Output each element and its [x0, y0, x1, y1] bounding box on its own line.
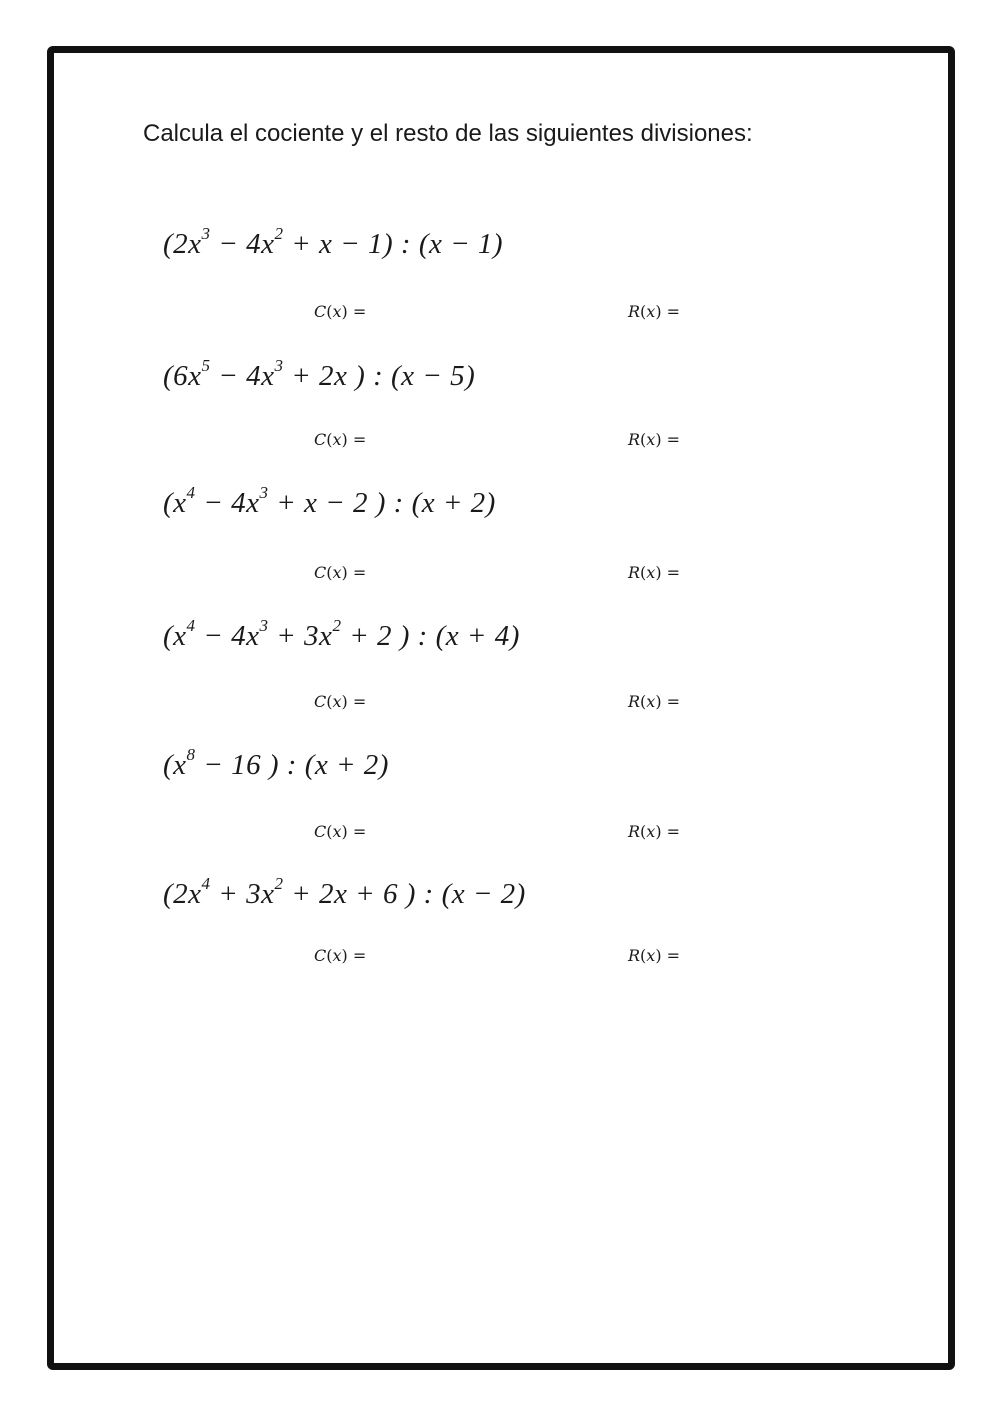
remainder-answer-variable: x [646, 302, 656, 321]
remainder-answer-equals: = [666, 430, 681, 449]
remainder-answer-function: R [628, 946, 641, 965]
quotient-answer-variable: x [332, 692, 342, 711]
remainder-answer-function: R [628, 563, 641, 582]
quotient-answer: C(x) = [314, 692, 367, 711]
remainder-answer-variable: x [646, 946, 656, 965]
dividend-term: (x [163, 487, 187, 519]
remainder-answer-function: R [628, 430, 641, 449]
dividend-term: + 2x + 6 ) [283, 878, 416, 910]
division-sign: : [279, 749, 305, 781]
quotient-answer-equals: = [352, 563, 367, 582]
division-sign: : [393, 228, 419, 260]
exponent: 5 [201, 356, 211, 376]
remainder-answer-equals: = [666, 946, 681, 965]
quotient-answer: C(x) = [314, 430, 367, 449]
quotient-answer-variable: x [332, 430, 342, 449]
quotient-answer: C(x) = [314, 946, 367, 965]
remainder-answer-variable: x [646, 692, 656, 711]
quotient-answer: C(x) = [314, 563, 367, 582]
remainder-answer-equals: = [666, 822, 681, 841]
dividend-term: − 16 ) [195, 749, 280, 781]
division-expression [163, 483, 496, 520]
quotient-answer-equals: = [352, 946, 367, 965]
instruction-text: Calcula el cociente y el resto de las siguientes divisiones: [143, 120, 753, 147]
divisor: (x − 1) [418, 228, 504, 260]
division-expression [163, 745, 389, 782]
divisor: (x + 2) [411, 487, 496, 519]
quotient-answer: C(x) = [314, 302, 367, 321]
quotient-answer: C(x) = [314, 822, 367, 841]
quotient-answer-function: C [314, 946, 327, 965]
dividend-term: + 3x [210, 878, 275, 910]
division-sign: : [365, 360, 392, 392]
exponent: 3 [259, 616, 269, 636]
division-expression [163, 356, 476, 393]
divisor: (x − 5) [391, 360, 476, 392]
exponent: 3 [201, 224, 211, 244]
quotient-answer-function: C [314, 302, 327, 321]
dividend-term: (2x [163, 878, 202, 910]
remainder-answer-equals: = [666, 302, 681, 321]
dividend-term: (2x [163, 228, 202, 260]
dividend-term: − 4x [195, 487, 260, 519]
dividend-term: (x [163, 620, 187, 652]
exponent: 4 [201, 874, 211, 894]
quotient-answer-function: C [314, 563, 327, 582]
remainder-answer-variable: x [646, 430, 656, 449]
quotient-answer-function: C [314, 692, 327, 711]
divisor: (x + 4) [435, 620, 520, 652]
remainder-answer: R(x) = [628, 430, 681, 449]
remainder-answer-function: R [628, 692, 641, 711]
remainder-answer-variable: x [646, 563, 656, 582]
exponent: 4 [186, 483, 196, 503]
remainder-answer: R(x) = [628, 692, 681, 711]
dividend-term: + 2 ) [341, 620, 410, 652]
quotient-answer-equals: = [352, 430, 367, 449]
divisor: (x − 2) [441, 878, 526, 910]
quotient-answer-variable: x [332, 822, 342, 841]
dividend-term: − 4x [210, 360, 275, 392]
remainder-answer: R(x) = [628, 822, 681, 841]
dividend-term: + x − 2 ) [268, 487, 386, 519]
quotient-answer-equals: = [352, 822, 367, 841]
quotient-answer-variable: x [332, 302, 342, 321]
quotient-answer-function: C [314, 430, 327, 449]
dividend-term: (6x [163, 360, 202, 392]
dividend-term: + 2x ) [283, 360, 366, 392]
quotient-answer-variable: x [332, 563, 342, 582]
division-sign: : [385, 487, 412, 519]
exponent: 2 [332, 616, 342, 636]
division-expression [163, 616, 520, 653]
exponent: 3 [274, 356, 284, 376]
exponent: 4 [186, 616, 196, 636]
exponent: 8 [186, 745, 196, 765]
remainder-answer: R(x) = [628, 563, 681, 582]
quotient-answer-variable: x [332, 946, 342, 965]
division-expression [163, 224, 504, 261]
dividend-term: − 4x [210, 228, 275, 260]
quotient-answer-equals: = [352, 302, 367, 321]
remainder-answer: R(x) = [628, 946, 681, 965]
exponent: 2 [274, 224, 284, 244]
remainder-answer-function: R [628, 302, 641, 321]
division-sign: : [415, 878, 442, 910]
dividend-term: + 3x [268, 620, 333, 652]
remainder-answer-equals: = [666, 563, 681, 582]
exponent: 3 [259, 483, 269, 503]
dividend-term: − 4x [195, 620, 260, 652]
remainder-answer-function: R [628, 822, 641, 841]
quotient-answer-equals: = [352, 692, 367, 711]
dividend-term: (x [163, 749, 187, 781]
remainder-answer: R(x) = [628, 302, 681, 321]
quotient-answer-function: C [314, 822, 327, 841]
division-sign: : [409, 620, 436, 652]
divisor: (x + 2) [304, 749, 389, 781]
remainder-answer-equals: = [666, 692, 681, 711]
exponent: 2 [274, 874, 284, 894]
dividend-term: + x − 1) [283, 228, 394, 260]
remainder-answer-variable: x [646, 822, 656, 841]
division-expression [163, 874, 526, 911]
